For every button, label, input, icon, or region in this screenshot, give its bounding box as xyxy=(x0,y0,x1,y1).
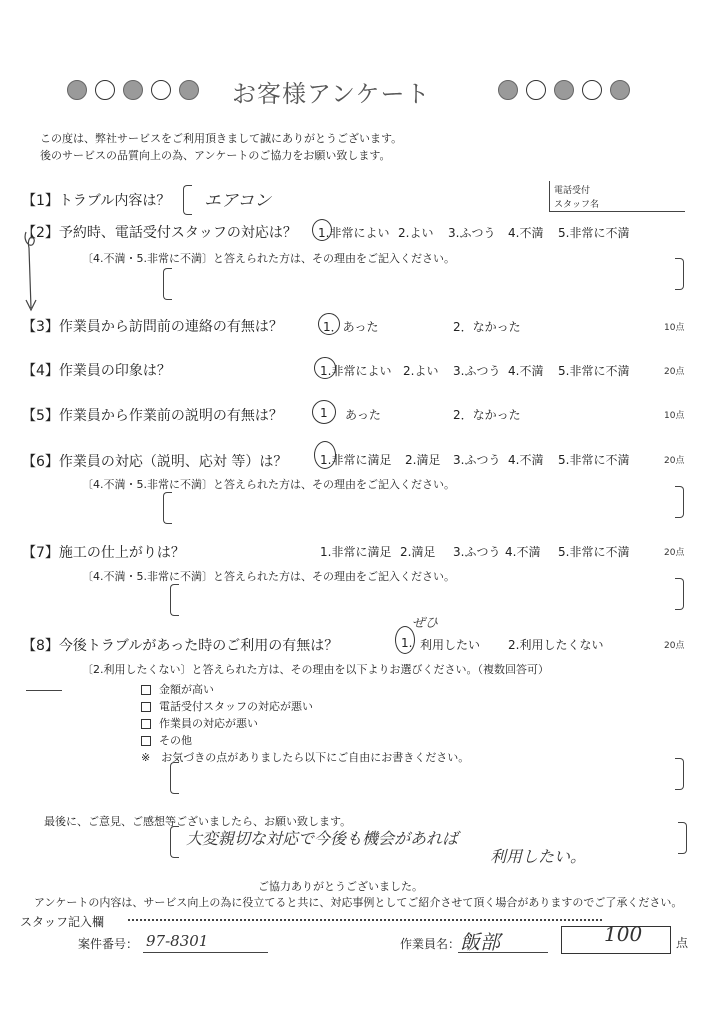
title-circle-left-1 xyxy=(67,80,87,100)
q7-reason-bracket-right xyxy=(675,578,684,610)
title-circle-right-1 xyxy=(498,80,518,100)
q8-points: 20点 xyxy=(664,641,685,651)
q3-label: 【3】作業員から訪問前の連絡の有無は？ xyxy=(22,319,283,335)
q3-points: 10点 xyxy=(664,323,685,333)
final-prompt: 最後に、ご意見、ご感想等ございましたら、お願い致します。 xyxy=(44,815,352,828)
q2-reason-prompt: 〔4.不満・5.非常に不満〕と答えられた方は、その理由をご記入ください。 xyxy=(82,252,455,265)
q8-choice-1[interactable]: 金額が高い xyxy=(141,681,214,697)
q4-option-5[interactable]: 5.非常に不満 xyxy=(558,364,630,378)
q8-handwritten-note: ぜひ xyxy=(412,616,439,631)
q4-option-1[interactable]: 1.非常によい xyxy=(320,364,392,378)
q7-reason-bracket-left xyxy=(170,584,179,616)
q4-label: 【4】作業員の印象は？ xyxy=(22,363,171,379)
worker-name-value[interactable]: 飯部 xyxy=(460,930,500,954)
staff-box-underline xyxy=(549,211,685,212)
q8-label: 【8】今後トラブルがあった時のご利用の有無は？ xyxy=(22,638,339,654)
staff-section-label: スタッフ記入欄 xyxy=(20,915,105,929)
q6-option-3[interactable]: 3.ふつう xyxy=(453,453,501,467)
q8-free-bracket-right xyxy=(675,758,684,790)
q5-option-1-num[interactable]: 1 xyxy=(320,406,328,420)
staff-section-dotted-line xyxy=(128,919,602,921)
q7-points: 20点 xyxy=(664,548,685,558)
final-comment-line1[interactable]: 大変親切な対応で今後も機会があれば xyxy=(186,829,459,848)
q2-option-4[interactable]: 4.不満 xyxy=(508,226,544,240)
q2-option-3[interactable]: 3.ふつう xyxy=(448,226,496,240)
q8-option-2[interactable]: 2.利用したくない xyxy=(508,638,604,652)
q4-points: 20点 xyxy=(664,367,685,377)
q8-option-1-text[interactable]: 利用したい xyxy=(420,638,481,652)
q6-option-4[interactable]: 4.不満 xyxy=(508,453,544,467)
q1-label: 【1】トラブル内容は？ xyxy=(22,193,171,209)
q6-label: 【6】作業員の対応（説明、応対 等）は？ xyxy=(22,454,288,470)
q2-reason-bracket-left xyxy=(163,268,172,300)
q6-reason-prompt: 〔4.不満・5.非常に不満〕と答えられた方は、その理由をご記入ください。 xyxy=(82,478,455,491)
thanks-text: ご協力ありがとうございました。 xyxy=(258,880,423,893)
q8-free-prompt: ※ お気づきの点がありましたら以下にご自由にお書きください。 xyxy=(141,751,470,764)
q3-option-1[interactable]: 1．あった xyxy=(323,320,379,334)
case-number-value[interactable]: 97-8301 xyxy=(146,932,209,950)
title-circle-right-2 xyxy=(526,80,546,100)
q2-hand-arrow xyxy=(20,228,50,318)
score-value[interactable]: 100 xyxy=(604,922,643,946)
q7-option-4[interactable]: 4.不満 xyxy=(505,545,541,559)
final-bracket-left xyxy=(170,826,179,858)
title-circle-left-4 xyxy=(151,80,171,100)
q2-option-2[interactable]: 2.よい xyxy=(398,226,434,240)
q8-checkbox-4[interactable] xyxy=(141,736,151,746)
q7-option-5[interactable]: 5.非常に不満 xyxy=(558,545,630,559)
q8-hand-dash xyxy=(26,690,62,691)
q8-choice-3[interactable]: 作業員の対応が悪い xyxy=(141,715,258,731)
worker-name-label: 作業員名： xyxy=(400,937,461,951)
q2-reason-bracket-right xyxy=(675,258,684,290)
q8-checkbox-1[interactable] xyxy=(141,685,151,695)
intro-line-1: この度は、弊社サービスをご利用頂きまして誠にありがとうございます。 xyxy=(40,132,403,145)
staff-box-line1: 電話受付 xyxy=(554,186,591,196)
q5-points: 10点 xyxy=(664,411,685,421)
staff-box-divider xyxy=(549,181,550,211)
q2-option-1[interactable]: 1.非常によい xyxy=(318,226,390,240)
intro-line-2: 後のサービスの品質向上の為、アンケートのご協力をお願い致します。 xyxy=(40,149,391,162)
q8-option-1-num[interactable]: 1. xyxy=(401,636,413,650)
q6-points: 20点 xyxy=(664,456,685,466)
q8-choice-4[interactable]: その他 xyxy=(141,732,192,748)
q6-reason-bracket-left xyxy=(163,492,172,524)
q4-option-4[interactable]: 4.不満 xyxy=(508,364,544,378)
final-comment-line2[interactable]: 利用したい。 xyxy=(490,847,587,866)
staff-box-line2: スタッフ名 xyxy=(554,200,600,210)
worker-name-underline xyxy=(458,952,548,953)
q1-bracket xyxy=(183,185,192,215)
q2-option-5[interactable]: 5.非常に不満 xyxy=(558,226,630,240)
q6-option-1[interactable]: 1.非常に満足 xyxy=(320,453,392,467)
q8-reason-prompt: 〔2.利用したくない〕と答えられた方は、その理由を以下よりお選びください。（複数回答可） xyxy=(82,663,549,676)
q3-option-2[interactable]: 2．なかった xyxy=(453,320,521,334)
score-unit: 点 xyxy=(676,936,689,950)
case-number-label: 案件番号： xyxy=(78,937,139,951)
q5-option-2[interactable]: 2．なかった xyxy=(453,408,521,422)
q1-answer[interactable]: エアコン xyxy=(204,191,272,211)
title-circle-right-5 xyxy=(610,80,630,100)
q7-option-2[interactable]: 2.満足 xyxy=(400,545,436,559)
q7-reason-prompt: 〔4.不満・5.非常に不満〕と答えられた方は、その理由をご記入ください。 xyxy=(82,570,455,583)
q7-option-1[interactable]: 1.非常に満足 xyxy=(320,545,392,559)
notice-text: アンケートの内容は、サービス向上の為に役立てると共に、対応事例としてご紹介させて頂く場合がありますのでご了承ください。 xyxy=(34,896,683,909)
q8-checkbox-3[interactable] xyxy=(141,719,151,729)
q6-option-2[interactable]: 2.満足 xyxy=(405,453,441,467)
title-circle-left-2 xyxy=(95,80,115,100)
q7-label: 【7】施工の仕上がりは？ xyxy=(22,545,185,561)
title-circle-right-3 xyxy=(554,80,574,100)
q6-option-5[interactable]: 5.非常に不満 xyxy=(558,453,630,467)
q6-reason-bracket-right xyxy=(675,486,684,518)
page-title: お客様アンケート xyxy=(232,80,431,108)
q4-option-3[interactable]: 3.ふつう xyxy=(453,364,501,378)
case-number-underline xyxy=(143,952,268,953)
q2-label: 【2】予約時、電話受付スタッフの対応は？ xyxy=(22,225,297,241)
q8-checkbox-2[interactable] xyxy=(141,702,151,712)
q8-free-bracket-left xyxy=(170,762,179,794)
q7-option-3[interactable]: 3.ふつう xyxy=(453,545,501,559)
final-bracket-right xyxy=(678,822,687,854)
title-circle-right-4 xyxy=(582,80,602,100)
q4-option-2[interactable]: 2.よい xyxy=(403,364,439,378)
q5-option-1-text[interactable]: あった xyxy=(345,408,381,422)
q8-choice-2[interactable]: 電話受付スタッフの対応が悪い xyxy=(141,698,313,714)
title-circle-left-5 xyxy=(179,80,199,100)
title-circle-left-3 xyxy=(123,80,143,100)
q5-label: 【5】作業員から作業前の説明の有無は？ xyxy=(22,408,283,424)
